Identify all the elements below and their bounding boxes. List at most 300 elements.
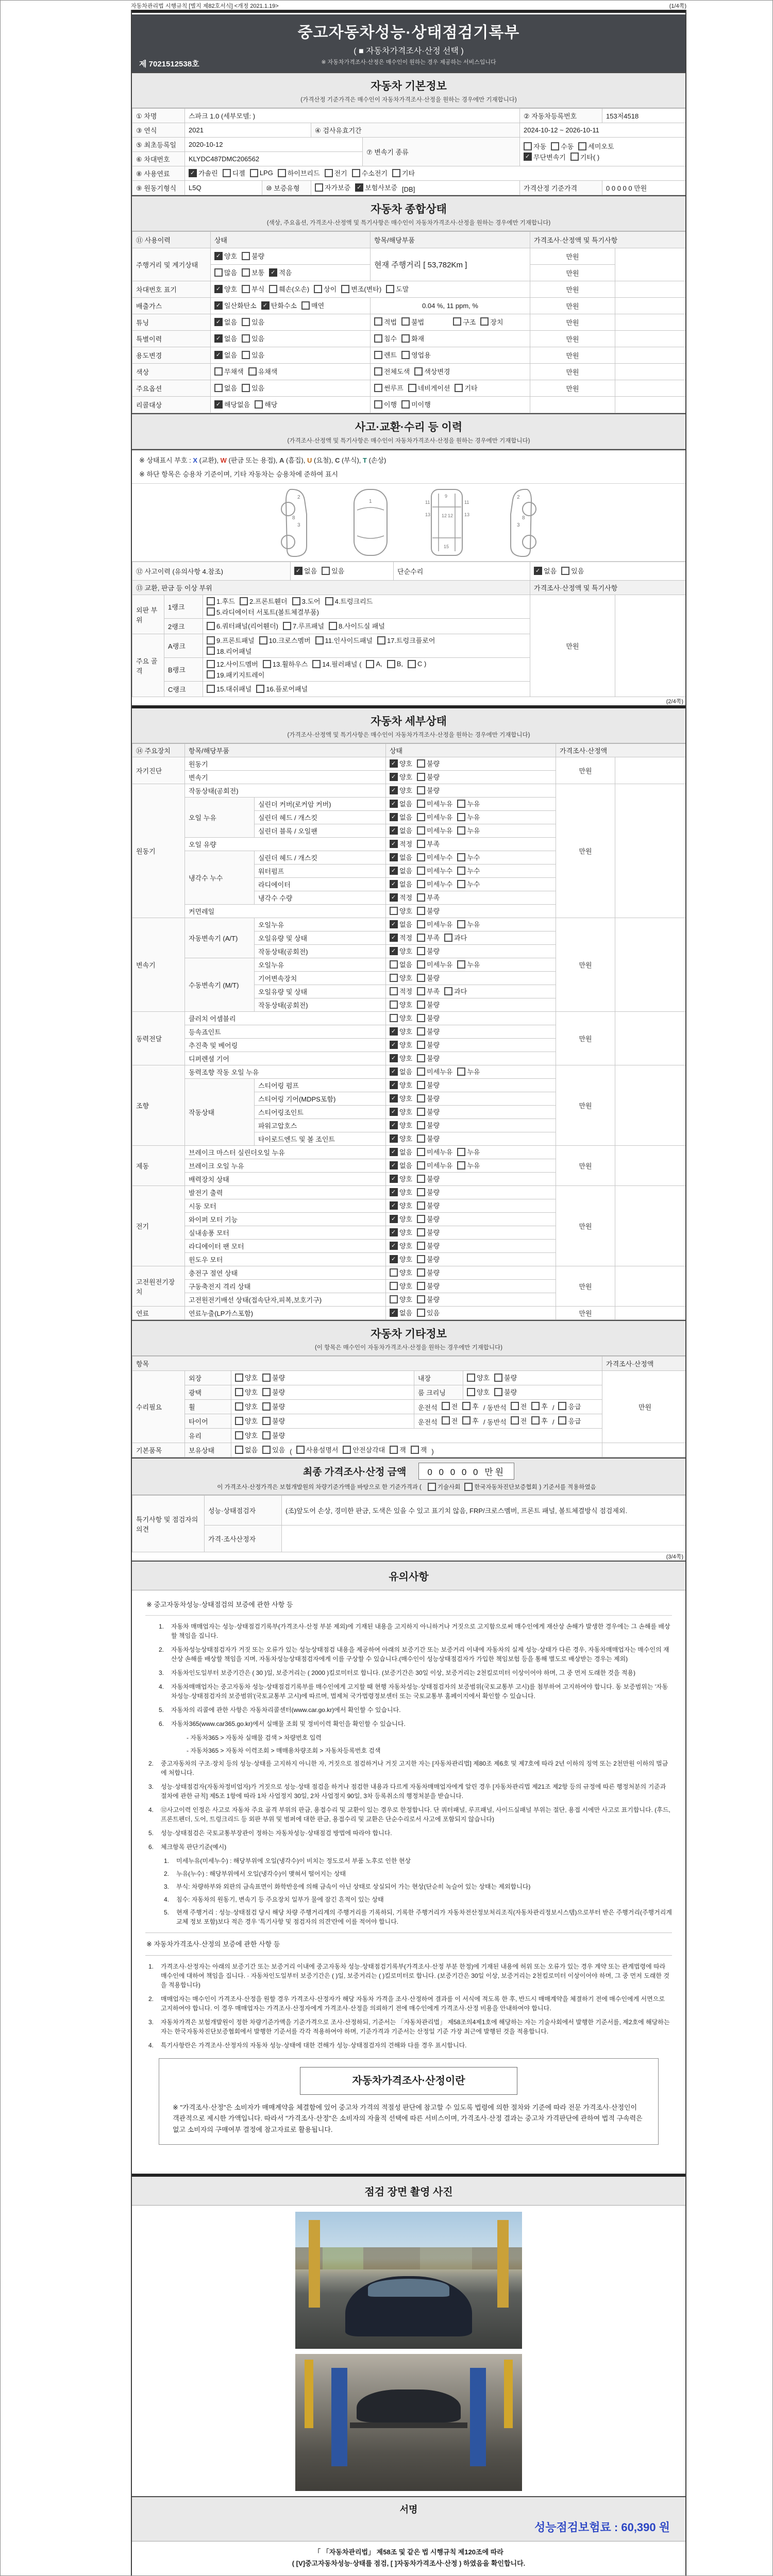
checkbox-unchecked-icon[interactable] (417, 867, 425, 875)
checkbox-option[interactable] (578, 141, 614, 151)
checkbox-checked-icon[interactable] (214, 318, 223, 326)
checkbox-option[interactable] (390, 1308, 412, 1317)
checkbox-unchecked-icon[interactable] (457, 1161, 465, 1170)
checkbox-option[interactable] (408, 660, 426, 668)
checkbox-option[interactable] (262, 1401, 285, 1411)
checkbox-option[interactable] (464, 1483, 537, 1491)
checkbox-option[interactable] (428, 1483, 460, 1491)
checkbox-option[interactable] (390, 1120, 412, 1130)
checkbox-unchecked-icon[interactable] (292, 597, 300, 605)
checkbox-option[interactable] (262, 1416, 285, 1426)
checkbox-option[interactable] (390, 839, 412, 849)
checkbox-option[interactable] (417, 933, 440, 942)
checkbox-option[interactable] (390, 1093, 412, 1103)
checkbox-option[interactable] (417, 839, 440, 849)
checkbox-option[interactable] (374, 350, 397, 360)
checkbox-option[interactable] (235, 1401, 258, 1411)
checkbox-unchecked-icon[interactable] (235, 1446, 243, 1454)
checkbox-unchecked-icon[interactable] (377, 636, 385, 645)
checkbox-option[interactable] (417, 1241, 440, 1250)
checkbox-option[interactable] (551, 141, 574, 151)
checkbox-checked-icon[interactable] (390, 1121, 398, 1129)
checkbox-unchecked-icon[interactable] (417, 1188, 425, 1196)
checkbox-checked-icon[interactable] (189, 169, 197, 177)
checkbox-option[interactable] (462, 1416, 479, 1426)
checkbox-unchecked-icon[interactable] (315, 636, 324, 645)
checkbox-option[interactable] (214, 366, 244, 376)
checkbox-unchecked-icon[interactable] (255, 400, 263, 409)
checkbox-option[interactable] (558, 1416, 581, 1426)
checkbox-unchecked-icon[interactable] (417, 1041, 425, 1049)
checkbox-option[interactable] (390, 1174, 412, 1183)
checkbox-unchecked-icon[interactable] (214, 367, 223, 376)
checkbox-option[interactable] (417, 986, 440, 996)
checkbox-option[interactable] (207, 646, 251, 656)
checkbox-option[interactable] (390, 772, 412, 782)
checkbox-unchecked-icon[interactable] (235, 1374, 243, 1382)
checkbox-option[interactable] (390, 1013, 412, 1023)
checkbox-unchecked-icon[interactable] (558, 1416, 566, 1425)
checkbox-unchecked-icon[interactable] (457, 880, 465, 888)
checkbox-option[interactable] (390, 785, 412, 795)
checkbox-option[interactable] (366, 660, 382, 668)
checkbox-option[interactable] (417, 799, 452, 808)
checkbox-unchecked-icon[interactable] (417, 853, 425, 861)
checkbox-unchecked-icon[interactable] (462, 1416, 470, 1425)
checkbox-option[interactable] (417, 1066, 452, 1076)
checkbox-option[interactable] (417, 1093, 440, 1103)
checkbox-option[interactable] (390, 1160, 412, 1170)
checkbox-checked-icon[interactable] (534, 567, 542, 575)
checkbox-option[interactable] (442, 1401, 458, 1411)
checkbox-option[interactable] (531, 1401, 548, 1411)
checkbox-unchecked-icon[interactable] (242, 285, 250, 293)
checkbox-option[interactable] (214, 350, 237, 360)
checkbox-unchecked-icon[interactable] (457, 1067, 465, 1076)
checkbox-option[interactable] (269, 284, 309, 294)
checkbox-unchecked-icon[interactable] (242, 351, 250, 359)
checkbox-option[interactable] (301, 300, 324, 310)
checkbox-unchecked-icon[interactable] (417, 1081, 425, 1089)
checkbox-option[interactable] (417, 1174, 440, 1183)
checkbox-option[interactable] (223, 168, 245, 178)
checkbox-unchecked-icon[interactable] (262, 1417, 271, 1425)
checkbox-checked-icon[interactable] (214, 301, 223, 310)
checkbox-option[interactable] (457, 812, 480, 822)
checkbox-checked-icon[interactable] (390, 1094, 398, 1103)
checkbox-unchecked-icon[interactable] (417, 880, 425, 888)
checkbox-unchecked-icon[interactable] (262, 1446, 271, 1454)
checkbox-option[interactable] (390, 1294, 412, 1304)
checkbox-option[interactable] (242, 350, 264, 360)
checkbox-unchecked-icon[interactable] (390, 907, 398, 915)
checkbox-unchecked-icon[interactable] (417, 1175, 425, 1183)
checkbox-option[interactable] (315, 182, 350, 192)
checkbox-unchecked-icon[interactable] (329, 622, 337, 630)
checkbox-unchecked-icon[interactable] (242, 252, 250, 260)
checkbox-unchecked-icon[interactable] (453, 317, 461, 326)
checkbox-checked-icon[interactable] (390, 1309, 398, 1317)
checkbox-unchecked-icon[interactable] (401, 317, 410, 326)
checkbox-unchecked-icon[interactable] (442, 1402, 450, 1410)
checkbox-checked-icon[interactable] (390, 1041, 398, 1049)
checkbox-unchecked-icon[interactable] (315, 183, 323, 192)
checkbox-option[interactable] (189, 168, 218, 178)
checkbox-unchecked-icon[interactable] (455, 384, 463, 392)
checkbox-unchecked-icon[interactable] (207, 636, 215, 645)
checkbox-option[interactable] (390, 986, 412, 996)
checkbox-option[interactable] (374, 317, 397, 327)
checkbox-unchecked-icon[interactable] (417, 1108, 425, 1116)
checkbox-unchecked-icon[interactable] (390, 1001, 398, 1009)
checkbox-unchecked-icon[interactable] (223, 169, 231, 177)
checkbox-checked-icon[interactable] (390, 1108, 398, 1116)
checkbox-unchecked-icon[interactable] (262, 1374, 271, 1382)
checkbox-checked-icon[interactable] (390, 893, 398, 902)
checkbox-unchecked-icon[interactable] (417, 1001, 425, 1009)
checkbox-option[interactable] (214, 251, 237, 261)
checkbox-unchecked-icon[interactable] (467, 1374, 475, 1382)
checkbox-option[interactable] (417, 866, 452, 875)
checkbox-unchecked-icon[interactable] (417, 1067, 425, 1076)
checkbox-checked-icon[interactable] (390, 1054, 398, 1062)
checkbox-option[interactable] (417, 946, 440, 956)
checkbox-checked-icon[interactable] (390, 1134, 398, 1143)
checkbox-option[interactable] (390, 1214, 412, 1224)
checkbox-option[interactable] (417, 1308, 440, 1317)
checkbox-option[interactable] (531, 1416, 548, 1426)
checkbox-unchecked-icon[interactable] (296, 1446, 305, 1454)
checkbox-option[interactable] (511, 1401, 527, 1411)
checkbox-option[interactable] (325, 168, 347, 178)
checkbox-unchecked-icon[interactable] (374, 351, 382, 359)
checkbox-option[interactable] (457, 919, 480, 929)
checkbox-option[interactable] (390, 1267, 412, 1277)
checkbox-unchecked-icon[interactable] (417, 1148, 425, 1156)
checkbox-option[interactable] (417, 1107, 440, 1116)
checkbox-checked-icon[interactable] (390, 1255, 398, 1263)
checkbox-option[interactable] (442, 1416, 458, 1426)
checkbox-checked-icon[interactable] (390, 759, 398, 768)
checkbox-unchecked-icon[interactable] (417, 987, 425, 995)
checkbox-option[interactable] (242, 284, 264, 294)
checkbox-option[interactable] (390, 999, 412, 1009)
checkbox-option[interactable] (386, 284, 409, 294)
checkbox-option[interactable] (259, 635, 311, 645)
checkbox-option[interactable] (457, 1160, 480, 1170)
checkbox-option[interactable] (558, 1401, 581, 1411)
checkbox-option[interactable] (417, 825, 452, 835)
checkbox-option[interactable] (390, 1133, 412, 1143)
checkbox-option[interactable] (457, 852, 480, 862)
checkbox-option[interactable] (417, 973, 440, 982)
checkbox-option[interactable] (248, 366, 278, 376)
checkbox-unchecked-icon[interactable] (269, 285, 277, 293)
checkbox-checked-icon[interactable] (390, 1188, 398, 1196)
checkbox-unchecked-icon[interactable] (511, 1402, 519, 1410)
checkbox-option[interactable] (417, 892, 440, 902)
checkbox-option[interactable] (207, 635, 255, 645)
checkbox-option[interactable] (453, 317, 476, 327)
checkbox-unchecked-icon[interactable] (250, 169, 258, 177)
checkbox-option[interactable] (401, 350, 431, 360)
checkbox-option[interactable] (374, 366, 410, 376)
checkbox-option[interactable] (561, 566, 584, 575)
checkbox-unchecked-icon[interactable] (343, 1446, 351, 1454)
checkbox-checked-icon[interactable] (390, 1161, 398, 1170)
checkbox-option[interactable] (524, 152, 566, 162)
checkbox-option[interactable] (235, 1416, 258, 1426)
checkbox-option[interactable] (374, 399, 397, 409)
checkbox-unchecked-icon[interactable] (312, 660, 321, 668)
checkbox-unchecked-icon[interactable] (242, 318, 250, 326)
checkbox-option[interactable] (390, 866, 412, 875)
checkbox-option[interactable] (256, 684, 308, 693)
checkbox-option[interactable] (263, 659, 308, 669)
checkbox-unchecked-icon[interactable] (462, 1402, 470, 1410)
checkbox-unchecked-icon[interactable] (262, 1402, 271, 1411)
checkbox-option[interactable] (417, 852, 452, 862)
checkbox-unchecked-icon[interactable] (417, 1242, 425, 1250)
checkbox-unchecked-icon[interactable] (524, 142, 532, 150)
checkbox-checked-icon[interactable] (355, 183, 363, 192)
checkbox-option[interactable] (214, 267, 237, 277)
checkbox-option[interactable] (322, 566, 344, 575)
checkbox-option[interactable] (417, 1267, 440, 1277)
checkbox-unchecked-icon[interactable] (278, 169, 286, 177)
checkbox-option[interactable] (387, 660, 403, 668)
checkbox-option[interactable] (390, 852, 412, 862)
checkbox-option[interactable] (417, 1053, 440, 1063)
checkbox-option[interactable] (414, 366, 450, 376)
checkbox-unchecked-icon[interactable] (570, 152, 579, 161)
checkbox-checked-icon[interactable] (390, 1201, 398, 1210)
checkbox-option[interactable] (207, 670, 264, 680)
checkbox-option[interactable] (444, 986, 467, 996)
checkbox-option[interactable] (534, 566, 557, 575)
checkbox-option[interactable] (417, 758, 440, 768)
checkbox-unchecked-icon[interactable] (457, 920, 465, 928)
checkbox-unchecked-icon[interactable] (464, 1483, 473, 1491)
checkbox-unchecked-icon[interactable] (235, 1388, 243, 1396)
checkbox-option[interactable] (390, 1066, 412, 1076)
checkbox-option[interactable] (269, 267, 292, 277)
checkbox-unchecked-icon[interactable] (457, 813, 465, 821)
checkbox-option[interactable] (355, 182, 397, 192)
checkbox-unchecked-icon[interactable] (457, 826, 465, 835)
checkbox-unchecked-icon[interactable] (366, 660, 374, 668)
checkbox-option[interactable] (411, 1445, 427, 1454)
checkbox-option[interactable] (408, 383, 450, 393)
checkbox-option[interactable] (417, 1040, 440, 1049)
checkbox-option[interactable] (214, 317, 237, 327)
checkbox-option[interactable] (392, 168, 415, 178)
checkbox-option[interactable] (417, 1187, 440, 1197)
checkbox-option[interactable] (262, 1387, 285, 1397)
checkbox-unchecked-icon[interactable] (259, 636, 267, 645)
checkbox-option[interactable] (250, 169, 273, 177)
checkbox-option[interactable] (296, 1445, 339, 1454)
checkbox-checked-icon[interactable] (390, 880, 398, 888)
checkbox-option[interactable] (242, 267, 264, 277)
checkbox-unchecked-icon[interactable] (417, 773, 425, 781)
checkbox-unchecked-icon[interactable] (417, 947, 425, 955)
checkbox-unchecked-icon[interactable] (314, 285, 322, 293)
checkbox-option[interactable] (390, 959, 412, 969)
checkbox-unchecked-icon[interactable] (457, 800, 465, 808)
checkbox-unchecked-icon[interactable] (417, 1228, 425, 1236)
checkbox-option[interactable] (325, 596, 373, 606)
checkbox-unchecked-icon[interactable] (262, 1431, 271, 1439)
checkbox-option[interactable] (314, 284, 337, 294)
checkbox-option[interactable] (467, 1372, 490, 1382)
checkbox-option[interactable] (390, 758, 412, 768)
checkbox-unchecked-icon[interactable] (322, 567, 330, 575)
checkbox-unchecked-icon[interactable] (207, 660, 215, 668)
checkbox-unchecked-icon[interactable] (390, 987, 398, 995)
checkbox-unchecked-icon[interactable] (207, 647, 215, 655)
checkbox-unchecked-icon[interactable] (417, 1295, 425, 1303)
checkbox-option[interactable] (462, 1401, 479, 1411)
checkbox-unchecked-icon[interactable] (387, 660, 395, 668)
checkbox-unchecked-icon[interactable] (207, 622, 215, 630)
checkbox-option[interactable] (417, 1080, 440, 1090)
checkbox-checked-icon[interactable] (390, 1067, 398, 1076)
checkbox-unchecked-icon[interactable] (411, 1446, 419, 1454)
checkbox-option[interactable] (417, 1013, 440, 1023)
checkbox-option[interactable] (240, 596, 288, 606)
checkbox-option[interactable] (417, 919, 452, 929)
checkbox-unchecked-icon[interactable] (401, 334, 410, 343)
checkbox-option[interactable] (390, 1040, 412, 1049)
checkbox-option[interactable] (570, 152, 599, 162)
checkbox-option[interactable] (292, 596, 321, 606)
checkbox-option[interactable] (390, 892, 412, 902)
checkbox-option[interactable] (390, 1254, 412, 1264)
checkbox-unchecked-icon[interactable] (561, 567, 569, 575)
checkbox-unchecked-icon[interactable] (386, 285, 394, 293)
checkbox-option[interactable] (467, 1387, 490, 1397)
checkbox-unchecked-icon[interactable] (417, 813, 425, 821)
checkbox-option[interactable] (214, 300, 257, 310)
checkbox-unchecked-icon[interactable] (511, 1416, 519, 1425)
checkbox-option[interactable] (390, 1281, 412, 1291)
checkbox-option[interactable] (329, 621, 385, 631)
checkbox-option[interactable] (390, 812, 412, 822)
checkbox-option[interactable] (207, 659, 258, 669)
checkbox-option[interactable] (315, 635, 373, 645)
checkbox-unchecked-icon[interactable] (444, 987, 452, 995)
checkbox-unchecked-icon[interactable] (390, 1295, 398, 1303)
checkbox-unchecked-icon[interactable] (214, 268, 223, 277)
checkbox-unchecked-icon[interactable] (414, 367, 423, 376)
checkbox-unchecked-icon[interactable] (531, 1402, 540, 1410)
checkbox-option[interactable] (417, 1214, 440, 1224)
checkbox-option[interactable] (390, 1227, 412, 1237)
checkbox-option[interactable] (390, 1147, 412, 1157)
checkbox-checked-icon[interactable] (390, 813, 398, 821)
checkbox-unchecked-icon[interactable] (341, 285, 349, 293)
checkbox-unchecked-icon[interactable] (283, 622, 291, 630)
checkbox-option[interactable] (524, 141, 546, 151)
checkbox-option[interactable] (417, 785, 440, 795)
checkbox-option[interactable] (457, 959, 480, 969)
checkbox-checked-icon[interactable] (214, 252, 223, 260)
checkbox-option[interactable] (390, 1107, 412, 1116)
checkbox-option[interactable] (417, 906, 440, 916)
checkbox-option[interactable] (417, 1254, 440, 1264)
checkbox-unchecked-icon[interactable] (551, 142, 559, 150)
checkbox-option[interactable] (214, 284, 237, 294)
checkbox-unchecked-icon[interactable] (325, 169, 333, 177)
checkbox-unchecked-icon[interactable] (417, 920, 425, 928)
checkbox-unchecked-icon[interactable] (352, 169, 360, 177)
checkbox-option[interactable] (235, 1430, 258, 1440)
checkbox-option[interactable] (207, 684, 251, 693)
checkbox-option[interactable] (390, 906, 412, 916)
checkbox-unchecked-icon[interactable] (248, 367, 257, 376)
checkbox-option[interactable] (390, 1026, 412, 1036)
checkbox-option[interactable] (494, 1372, 517, 1382)
checkbox-unchecked-icon[interactable] (207, 685, 215, 693)
checkbox-unchecked-icon[interactable] (417, 759, 425, 768)
checkbox-option[interactable] (235, 1372, 258, 1382)
checkbox-unchecked-icon[interactable] (417, 974, 425, 982)
checkbox-checked-icon[interactable] (390, 1148, 398, 1156)
checkbox-option[interactable] (283, 621, 324, 631)
checkbox-unchecked-icon[interactable] (417, 960, 425, 969)
checkbox-checked-icon[interactable] (261, 301, 270, 310)
checkbox-option[interactable] (341, 284, 381, 294)
checkbox-unchecked-icon[interactable] (401, 351, 410, 359)
checkbox-unchecked-icon[interactable] (457, 867, 465, 875)
checkbox-option[interactable] (390, 1445, 406, 1454)
checkbox-unchecked-icon[interactable] (417, 1309, 425, 1317)
checkbox-checked-icon[interactable] (390, 934, 398, 942)
checkbox-option[interactable] (457, 799, 480, 808)
checkbox-unchecked-icon[interactable] (242, 334, 250, 343)
checkbox-unchecked-icon[interactable] (235, 1402, 243, 1411)
checkbox-unchecked-icon[interactable] (214, 384, 223, 392)
checkbox-checked-icon[interactable] (390, 800, 398, 808)
checkbox-checked-icon[interactable] (390, 1242, 398, 1250)
checkbox-unchecked-icon[interactable] (494, 1374, 502, 1382)
checkbox-checked-icon[interactable] (390, 1081, 398, 1089)
checkbox-option[interactable] (417, 1120, 440, 1130)
checkbox-option[interactable] (374, 383, 404, 393)
checkbox-option[interactable] (480, 317, 503, 327)
checkbox-checked-icon[interactable] (390, 826, 398, 835)
checkbox-unchecked-icon[interactable] (417, 1282, 425, 1290)
checkbox-unchecked-icon[interactable] (256, 685, 264, 693)
checkbox-option[interactable] (242, 251, 264, 261)
checkbox-option[interactable] (262, 1430, 285, 1440)
checkbox-option[interactable] (255, 399, 277, 409)
checkbox-unchecked-icon[interactable] (417, 1054, 425, 1062)
checkbox-unchecked-icon[interactable] (408, 384, 416, 392)
checkbox-unchecked-icon[interactable] (374, 317, 382, 326)
checkbox-unchecked-icon[interactable] (457, 960, 465, 969)
checkbox-option[interactable] (352, 168, 388, 178)
checkbox-option[interactable] (417, 1294, 440, 1304)
checkbox-option[interactable] (390, 1080, 412, 1090)
checkbox-unchecked-icon[interactable] (207, 597, 215, 605)
checkbox-checked-icon[interactable] (390, 1215, 398, 1223)
checkbox-option[interactable] (401, 317, 424, 327)
checkbox-option[interactable] (417, 1147, 452, 1157)
checkbox-unchecked-icon[interactable] (207, 670, 215, 679)
checkbox-option[interactable] (214, 399, 250, 409)
